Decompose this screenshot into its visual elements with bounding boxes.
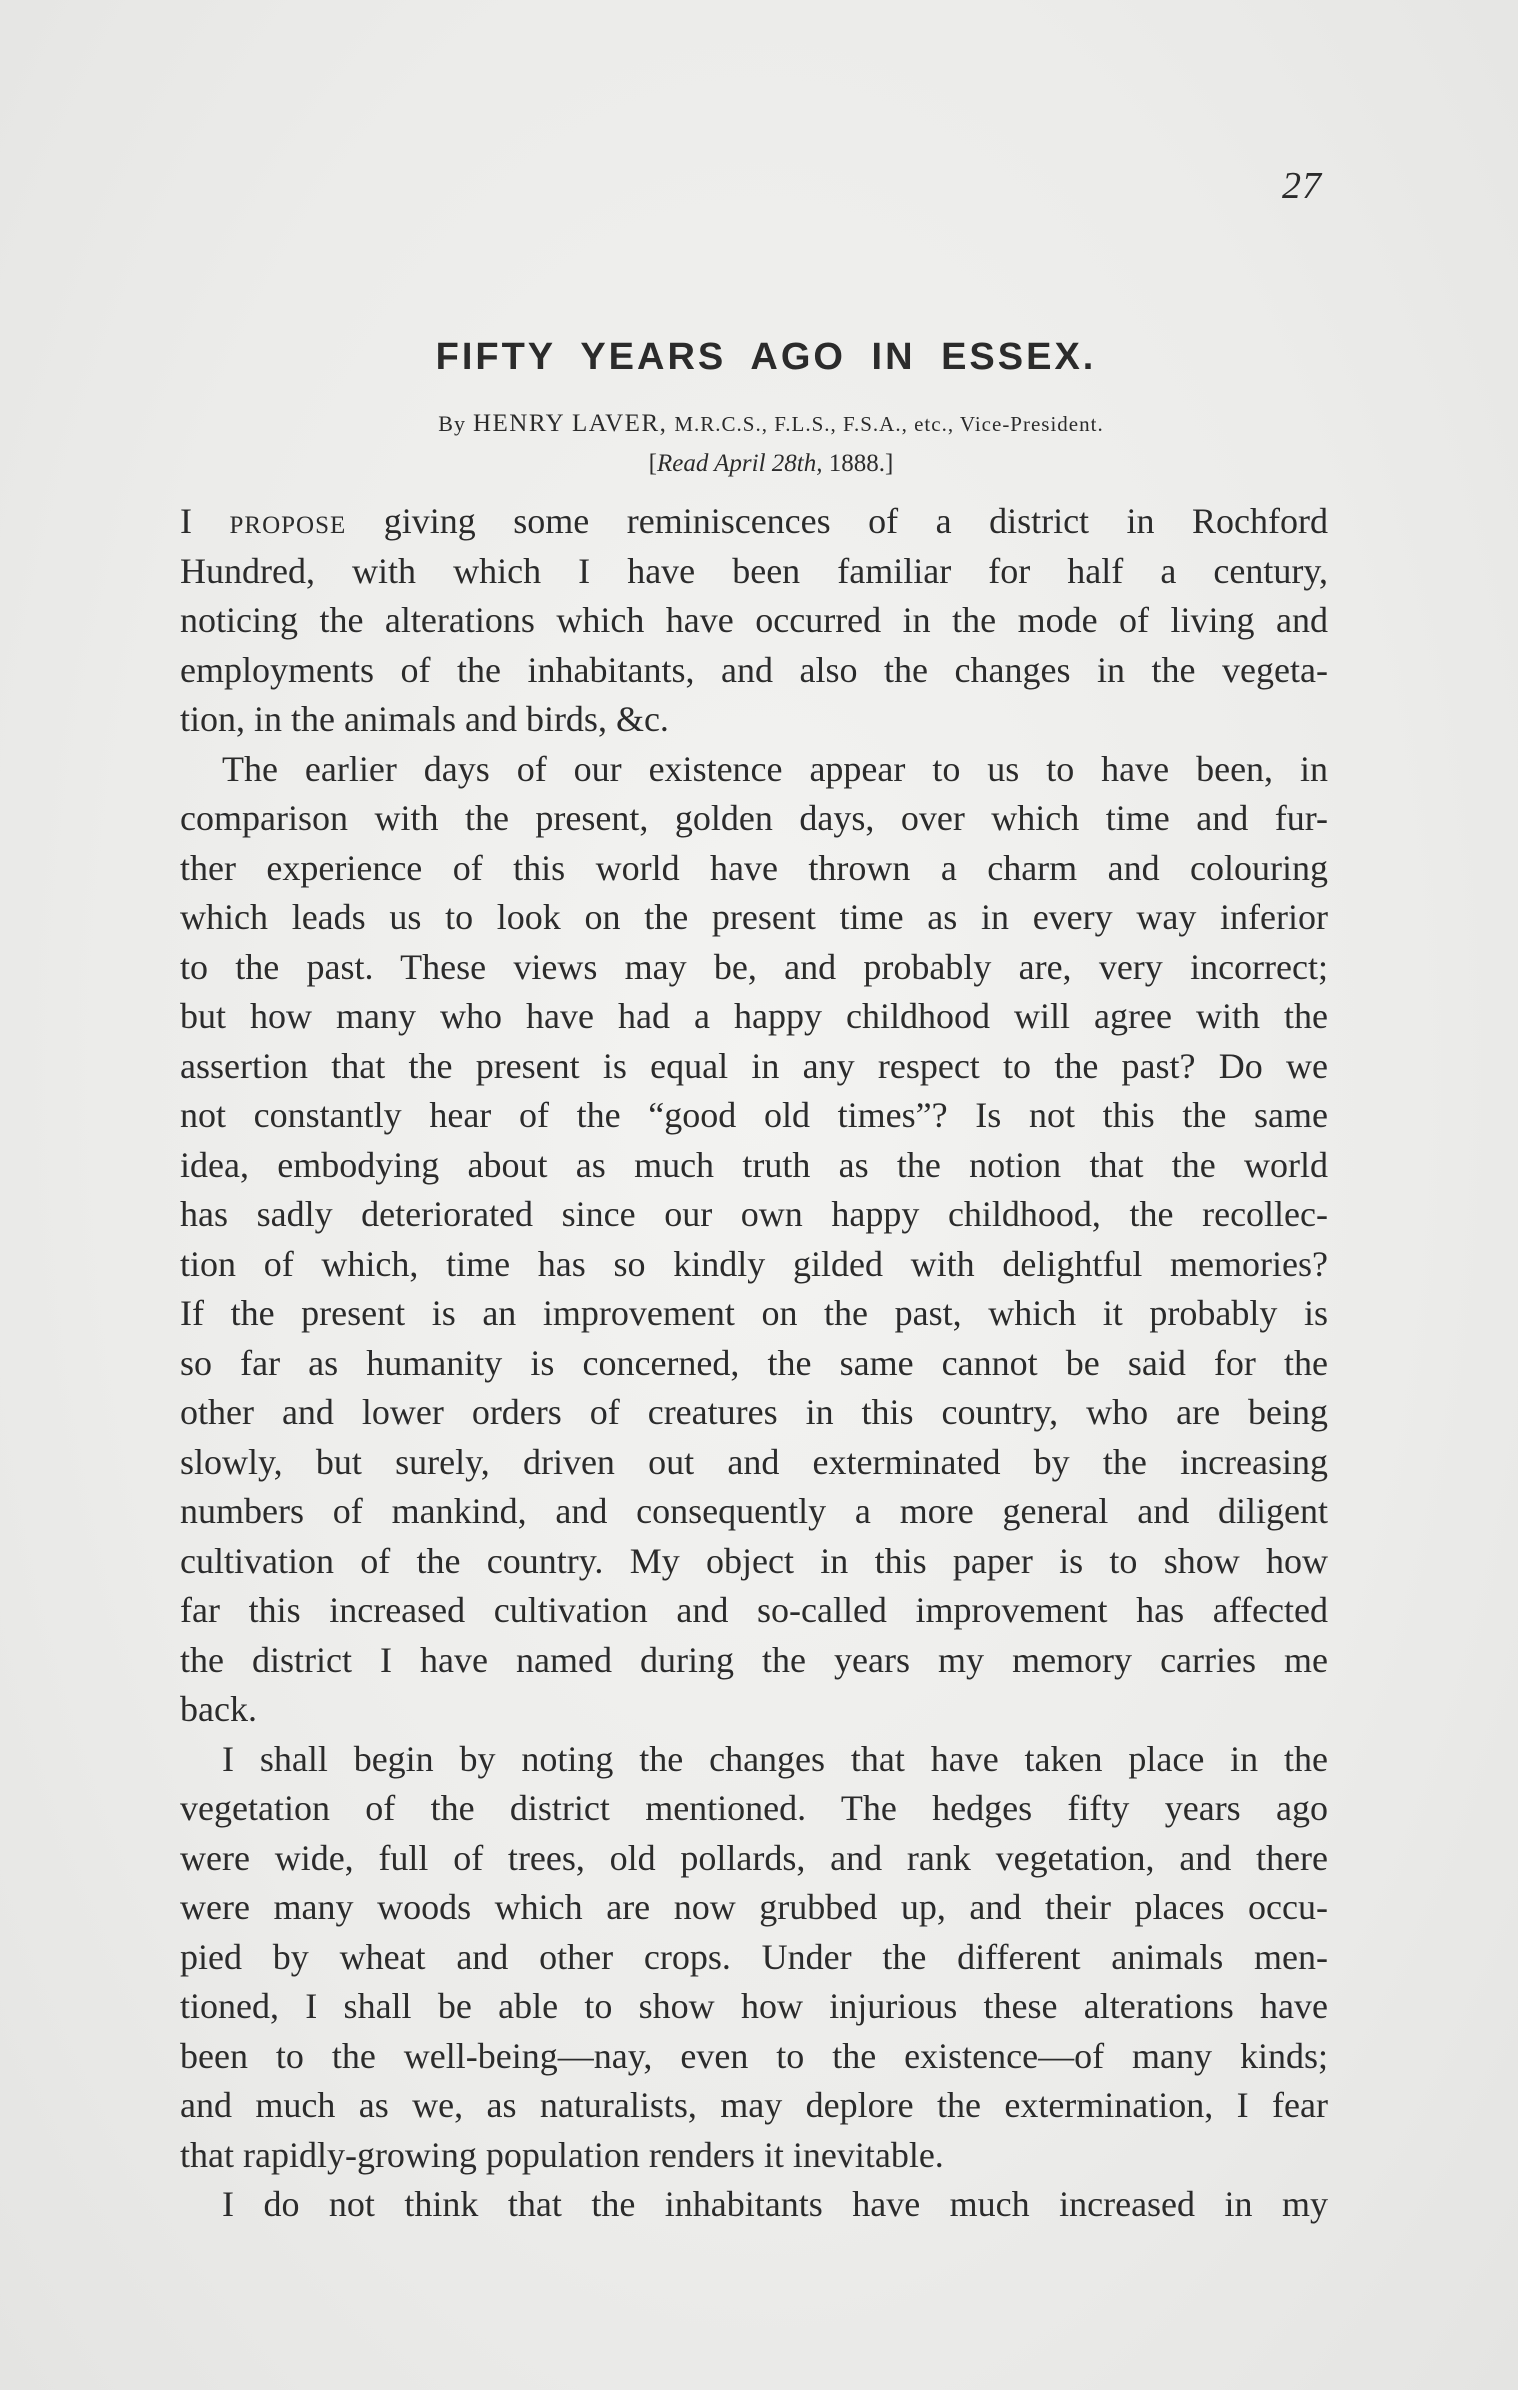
body-line: idea, embodying about as much truth as the notion that the world [180,1144,1328,1185]
read-date-note [0,450,1518,478]
body-line: far this increased cultivation and so-called improvement has affected [180,1590,1328,1630]
body-line: back. [180,1689,257,1729]
body-line: but how many who have had a happy childhood will agree with the [180,996,1328,1036]
body-line: employments of the inhabitants, and also the changes in the vegeta- [180,649,1328,690]
body-line: been to the well-being—nay, even to the existence—of many kinds; [180,2035,1328,2076]
body-line: ther experience of this world have thrown a charm and colouring [180,847,1328,888]
body-line: I shall begin by noting the changes that have taken place in the [222,1738,1328,1779]
body-line: that rapidly-growing population renders it inevitable. [180,2134,944,2175]
read-note-year: 1888.] [822,450,894,477]
body-line: and much as we, as naturalists, may deplore the extermination, I fear [180,2085,1328,2125]
body-line: vegetation of the district mentioned. The hedges fifty years ago [180,1788,1328,1828]
body-line: not constantly hear of the “good old times”? Is not this the same [180,1095,1328,1135]
drop-word: I [180,501,192,541]
body-line: tion of which, time has so kindly gilded with delightful memories? [180,1243,1328,1284]
body-line: were many woods which are now grubbed up, and their places occu- [180,1887,1328,1927]
body-line: If the present is an improvement on the past, which it probably is [180,1293,1328,1333]
article-body [180,497,1328,2230]
body-line: were wide, full of trees, old pollards, and rank vegetation, and there [180,1837,1328,1878]
body-line: assertion that the present is equal in any respect to the past? Do we [180,1045,1328,1086]
body-line: which leads us to look on the present time as in every way inferior [180,897,1328,937]
body-line: to the past. These views may be, and probably are, very incorrect; [180,946,1328,987]
body-line: other and lower orders of creatures in this country, who are being [180,1392,1328,1432]
read-note-date: Read April 28th, [656,450,823,477]
body-line: cultivation of the country. My object in this paper is to show how [180,1540,1328,1581]
body-line: slowly, but surely, driven out and exterminated by the increasing [180,1441,1328,1482]
body-line: tioned, I shall be able to show how injurious these alterations have [180,1986,1328,2026]
read-note-open: [ [648,450,657,477]
smallcaps-word: propose [229,501,347,541]
article-title: FIFTY YEARS AGO IN ESSEX. [435,336,1097,378]
author-name: HENRY LAVER, [472,410,668,437]
body-line: comparison with the present, golden days, over which time and fur- [180,798,1328,838]
body-line: noticing the alterations which have occurred in the mode of living and [180,600,1328,640]
body-line: Hundred, with which I have been familiar for half a century, [180,550,1328,591]
body-line: The earlier days of our existence appear to us to have been, in [222,748,1328,789]
body-line: has sadly deteriorated since our own happy childhood, the recollec- [180,1194,1328,1234]
author-credentials: M.R.C.S., F.L.S., F.S.A., etc., Vice-President. [674,412,1104,436]
byline-by: By [438,411,466,436]
body-line: the district I have named during the years my memory carries me [180,1639,1328,1680]
body-line: tion, in the animals and birds, &c. [180,699,669,739]
body-line: numbers of mankind, and consequently a more general and diligent [180,1491,1328,1531]
body-line: I propose giving some reminiscences of a district in Rochford [180,501,1329,541]
page-number: 27 [1282,165,1322,207]
byline [0,410,1518,438]
body-line: so far as humanity is concerned, the same cannot be said for the [180,1342,1328,1383]
body-line: I do not think that the inhabitants have much increased in my [222,2184,1328,2224]
body-line: pied by wheat and other crops. Under the different animals men- [180,1936,1328,1977]
